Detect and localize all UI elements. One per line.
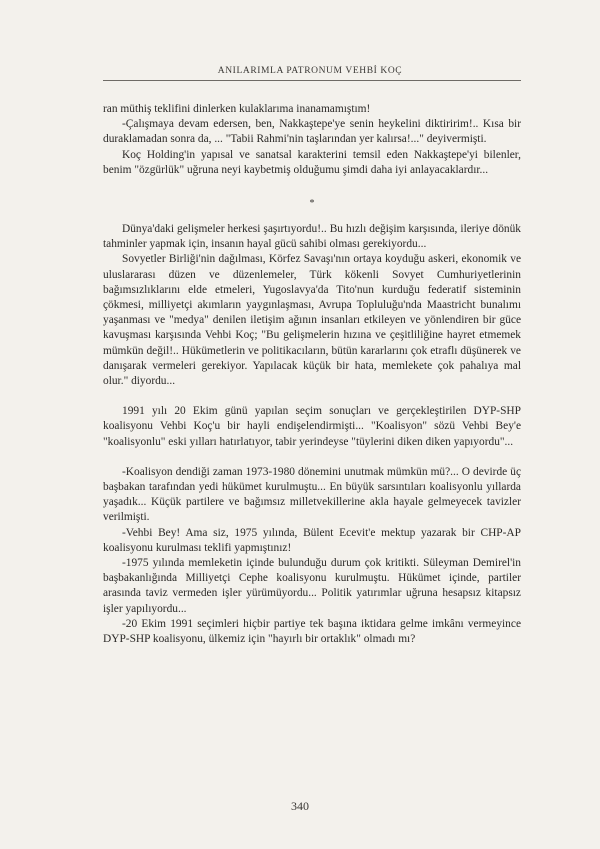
paragraph: -1975 yılında memleketin içinde bulunduğu durum çok kritikti. Süleyman Demirel'in başbakanlığında Milliyetçi Cephe koalisyonu kurulmuştu. Hükümet içinde, partiler arasında taviz vermeden işler yürümüyordu... Politik yatırımlar uğruna hesapsız kitapsız işler yapılıyordu... <box>103 557 521 615</box>
paragraph-gap <box>103 389 521 404</box>
body-text <box>103 102 521 647</box>
paragraph: 1991 yılı 20 Ekim günü yapılan seçim sonuçları ve gerçekleştirilen DYP-SHP koalisyonu Vehbi Koç'u bir hayli endişelendirmişti... "Koalisyon" sözü Vehbi Bey'e "koalisyonlu" eski yılları hatırlatıyor, tabir yerindeyse "tüylerini diken diken yapıyordu"... <box>103 405 521 448</box>
paragraph: -Koalisyon dendiği zaman 1973-1980 dönemini unutmak mümkün mü?... O devirde üç başbakan tarafından yedi hükümet kurulmuştu... En büyük sarsıntıları koalisyonlu yıllarda yaşadık... Küçük partilere ve bağımsız milletvekillerine akla hayale gelmeyecek tavizler verilmişti. <box>103 465 521 524</box>
section-separator: * <box>309 198 315 210</box>
paragraph-gap <box>103 450 521 465</box>
paragraph: Sovyetler Birliği'nin dağılması, Körfez Savaşı'nın ortaya koyduğu askeri, ekonomik ve uluslararası düzen ve düzenlemeler, Türk kökenli Sovyet Cumhuriyetlerinin bağımsızlıklarını elde etmeleri, Yugoslavya'da Tito'nun kurduğu federatif sisteminin çökmesi, milliyetçi akımların yaygınlaşması, Avrupa Topluluğu'nda Maastricht bunalımı yaşanması ve "medya" denilen iletişim ağının insanları etkileyen ve yönlendiren bir güce kavuşması karşısında Vehbi Koç; "Bu gelişmelerin hızına ve çeşitliliğine hayret etmemek mümkün değil!.. Hükümetlerin ve politikacıların, bütün kararlarını çok etraflı düşünerek ve danışarak vermeleri gerekiyor. Yapılacak küçük bir hata, memlekete çok pahalıya mal olur." diyordu... <box>103 253 521 388</box>
paragraph: Koç Holding'in yapısal ve sanatsal karakterini temsil eden Nakkaştepe'yi bilenler, benim "özgürlük" uğruna neyi kaybetmiş olduğumu şimdi daha iyi anlayacaklardır... <box>103 148 521 176</box>
paragraph: -20 Ekim 1991 seçimleri hiçbir partiye tek başına iktidara gelme imkânı vermeyince DYP-SHP koalisyonu, ülkemiz için "hayırlı bir ortaklık" olmadı mı? <box>103 617 521 646</box>
paragraph: Dünya'daki gelişmeler herkesi şaşırtıyordu!.. Bu hızlı değişim karşısında, ileriye dönük tahminler yapmak için, insanın hayal gücü sahibi olması gerekiyordu... <box>103 223 521 251</box>
running-head: ANILARIMLA PATRONUM VEHBİ KOÇ <box>217 66 403 76</box>
header-rule <box>103 80 521 81</box>
paragraph: -Çalışmaya devam edersen, ben, Nakkaştepe'ye senin heykelini diktiririm!.. Kısa bir duraklamadan sonra da, ... "Tabii Rahmi'nin taşlarından yer kalırsa!..." deyivermişti. <box>103 118 521 146</box>
page-number: 340 <box>291 799 309 813</box>
paragraph: ran müthiş teklifini dinlerken kulaklarıma inanamamıştım! <box>103 103 371 115</box>
paragraph: -Vehbi Bey! Ama siz, 1975 yılında, Bülent Ecevit'e mektup yazarak bir CHP-AP koalisyonu kurulması teklifi yapmıştınız! <box>103 526 521 554</box>
